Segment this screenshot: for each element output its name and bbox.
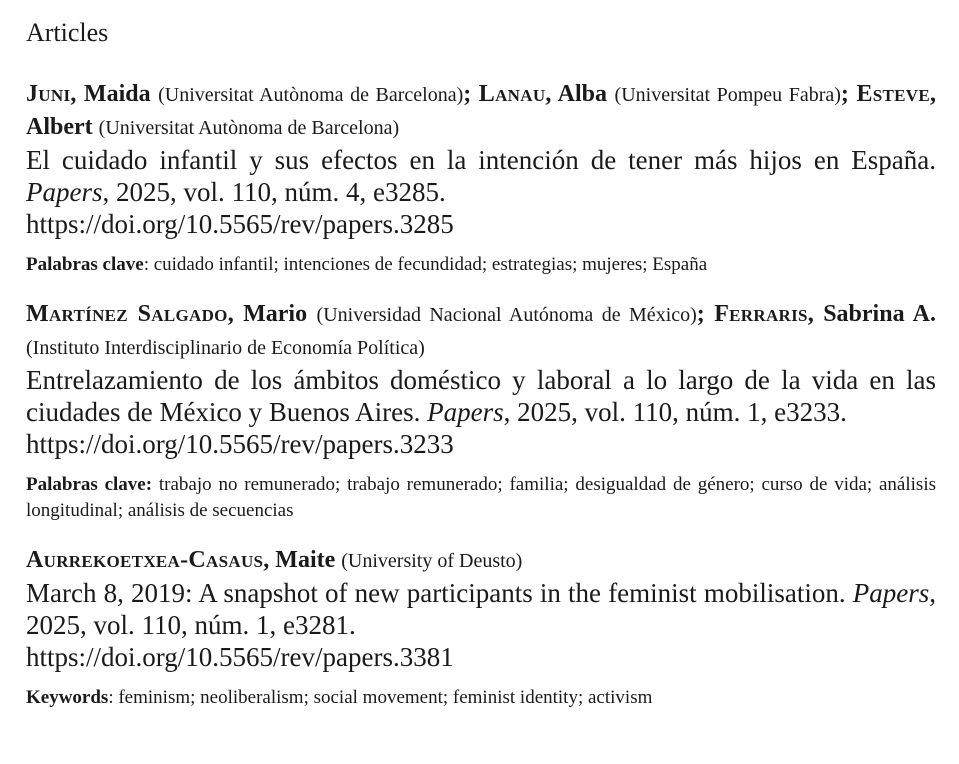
author-surname: Esteve: [856, 81, 931, 107]
author-affiliation: (University of Deusto): [341, 550, 523, 572]
journal-name: Papers: [26, 177, 103, 207]
article-reference: [26, 364, 936, 460]
author-surname: Aurrekoetxea-Casaus: [26, 547, 264, 573]
document-page: [26, 14, 936, 727]
author-given-name: Maite: [275, 547, 336, 573]
author-affiliation: (Universitat Autònoma de Barcelona): [98, 117, 400, 139]
author-line: Martínez Salgado, Mario (Universidad Nacional Autónoma de México); Ferraris, Sabrina A. (Instituto Interdisciplinario de Economía Política): [26, 301, 936, 359]
keywords-line: [26, 685, 936, 711]
author-given-name: Alba: [557, 81, 607, 107]
article-title: March 8, 2019: A snapshot of new participants in the feminist mobilisation.: [26, 578, 846, 608]
author-affiliation: (Universitat Pompeu Fabra): [614, 84, 841, 106]
section-title: Articles: [26, 18, 109, 47]
keywords-label: Palabras clave: [26, 254, 144, 275]
keywords-line: [26, 472, 936, 524]
article-entry: [26, 298, 936, 524]
article-title: Entrelazamiento de los ámbitos doméstico y laboral a lo largo de la vida en las ciudades de México y Buenos Aires.: [26, 365, 936, 427]
citation-details: , 2025, vol. 110, núm. 1, e3233.: [503, 397, 847, 427]
journal-name: Papers: [852, 578, 930, 608]
keywords-text: trabajo no remunerado; trabajo remunerado; familia; desigualdad de género; curso de vida; análisis longitudinal; análisis de secuencias: [26, 474, 936, 521]
doi-link[interactable]: https://doi.org/10.5565/rev/papers.3233: [26, 429, 454, 459]
author-surname: Juni: [26, 81, 71, 107]
doi-link[interactable]: https://doi.org/10.5565/rev/papers.3381: [26, 642, 454, 672]
keywords-text: : cuidado infantil; intenciones de fecundidad; estrategias; mujeres; España: [143, 254, 708, 275]
doi-link[interactable]: https://doi.org/10.5565/rev/papers.3285: [26, 209, 454, 239]
keywords-line: [26, 252, 936, 278]
article-reference: [26, 577, 936, 673]
author-affiliation: (Universitat Autònoma de Barcelona): [158, 84, 464, 106]
article-title: El cuidado infantil y sus efectos en la intención de tener más hijos en España.: [26, 145, 936, 175]
keywords-label: Palabras clave:: [26, 474, 153, 495]
keywords-text: : feminism; neoliberalism; social movement; feminist identity; activism: [108, 687, 653, 708]
article-entry: [26, 544, 936, 711]
author-line: Juni, Maida (Universitat Autònoma de Barcelona); Lanau, Alba (Universitat Pompeu Fabra); Esteve, Albert (Universitat Autònoma de Barcelona): [26, 81, 937, 140]
citation-details: , 2025, vol. 110, núm. 4, e3285.: [102, 177, 446, 207]
author-surname: Ferraris: [714, 301, 808, 327]
author-line: Aurrekoetxea-Casaus, Maite (University of Deusto): [26, 547, 523, 573]
author-given-name: Maida: [83, 81, 151, 107]
citation-details: , 2025, vol. 110, núm. 1, e3281.: [26, 578, 936, 640]
article-reference: [26, 144, 936, 240]
author-given-name: Albert: [26, 114, 93, 140]
journal-name: Papers: [427, 397, 504, 427]
author-given-name: Mario: [243, 301, 308, 327]
author-surname: Martínez Salgado: [26, 301, 228, 327]
author-given-name: Sabrina A.: [823, 301, 936, 327]
keywords-label: Keywords: [26, 687, 109, 708]
author-surname: Lanau: [478, 81, 546, 107]
article-entry: [26, 78, 936, 278]
author-affiliation: (Instituto Interdisciplinario de Economía Política): [26, 337, 425, 359]
author-affiliation: (Universidad Nacional Autónoma de México): [316, 304, 697, 326]
